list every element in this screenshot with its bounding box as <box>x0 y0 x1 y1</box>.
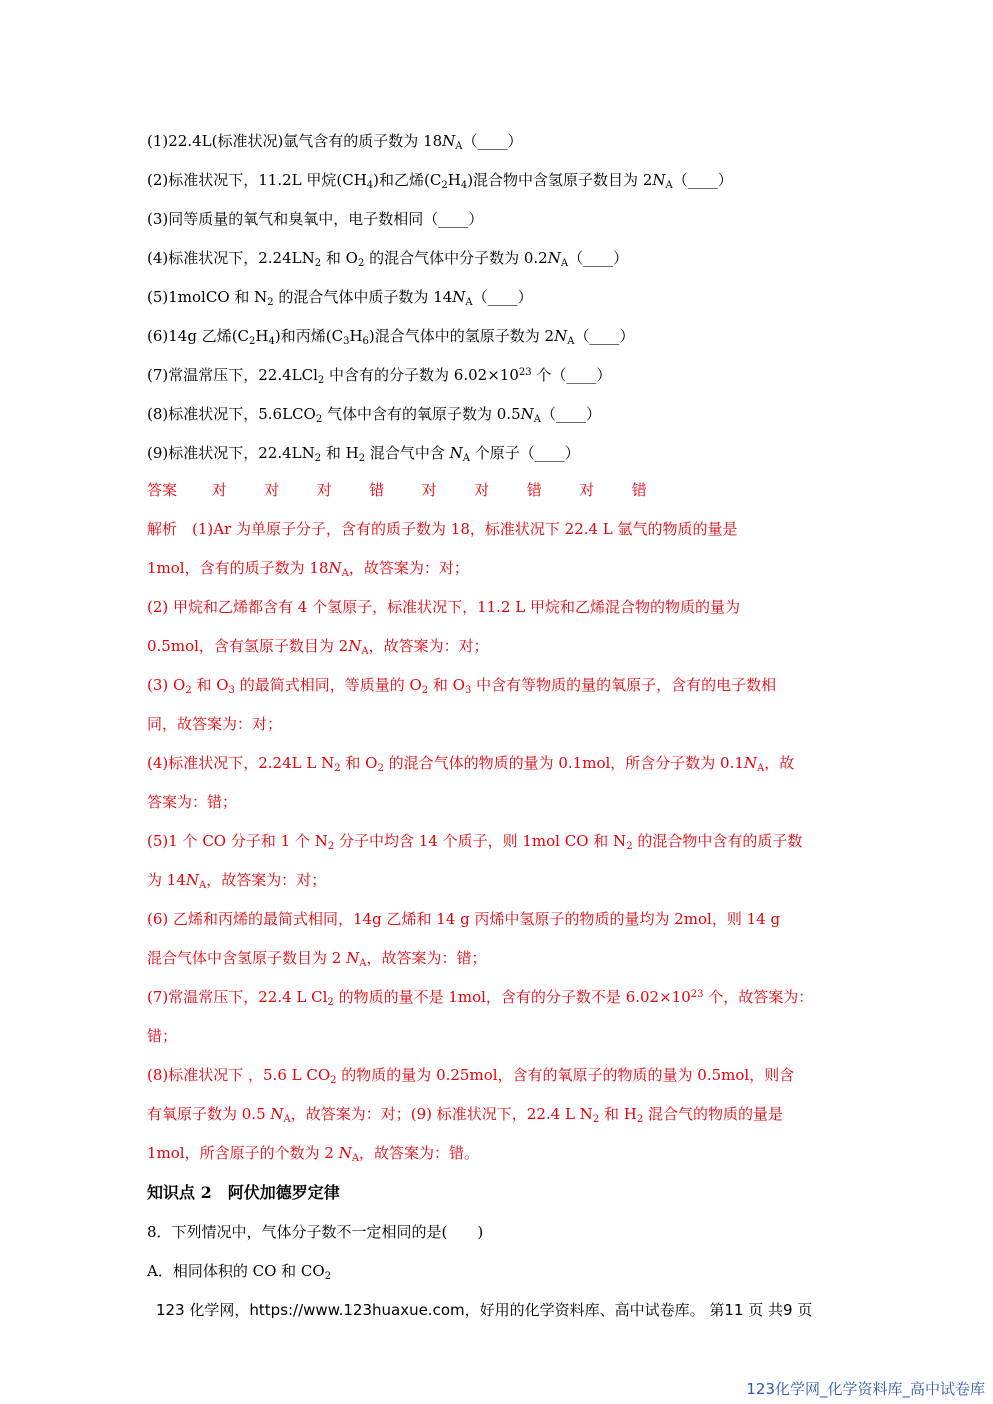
question-line: (1)22.4L(标准状况)氩气含有的质子数为 $18N_A(\_\_\_\_)$ <box>147 132 523 152</box>
analysis-line: (7)常温常压下，22.4 L $Cl_2$ 的物质的量不是 1mol，含有的分子数不是 $6.02\times 10^{23}$ 个，故答案为： <box>147 988 814 1008</box>
analysis-line: (8)标准状况下 ，5.6 L $CO_2$ 的物质的量为 0.25mol，含有的氧原子的物质的量为 0.5mol，则含 <box>147 1066 795 1086</box>
question-line: (3)同等质量的氧气和臭氧中，电子数相同（____） <box>147 210 484 228</box>
analysis-line: 解析 (1)Ar 为单原子分子，含有的质子数为 18，标准状况下 22.4 L 氩气的物质的量是 <box>147 520 738 538</box>
answer-value: 错 <box>369 481 385 499</box>
question-line: (2)标准状况下，11.2L 甲烷$(CH_4)$和乙烯$(C_2H_4)$混合物中含氢原子数目为 $2N_A(\_\_\_\_)$ <box>147 171 733 191</box>
answer-value: 对 <box>421 481 437 499</box>
analysis-line: 有氧原子数为 0.5 $N_A$，故答案为：对；(9) 标准状况下，22.4 L $N_2$ 和 $H_2$ 混合气的物质的量是 <box>147 1105 783 1125</box>
analysis-line: 1mol，含有的质子数为 $18N_A$，故答案为：对； <box>147 559 469 579</box>
question-line: (4)标准状况下，$2.24LN_2$ 和 $O_2$ 的混合气体中分子数为 $0.2N_A(\_\_\_\_)$ <box>147 249 629 269</box>
analysis-line: (4)标准状况下，2.24L L $N_2$ 和 $O_2$ 的混合气体的物质的量为 0.1mol，所含分子数为 $0.1N_A$，故 <box>147 754 795 774</box>
answer-value: 对 <box>316 481 332 499</box>
analysis-line: (2) 甲烷和乙烯都含有 4 个氢原子，标准状况下，11.2 L 甲烷和乙烯混合物的物质的量为 <box>147 598 740 616</box>
question-line: (8)标准状况下，$5.6LCO_2$ 气体中含有的氧原子数为 $0.5N_A(\_\_\_\_)$ <box>147 405 601 425</box>
analysis-line: 同，故答案为：对； <box>147 715 283 733</box>
analysis-line: (5)1 个 CO 分子和 1 个 $N_2$ 分子中均含 14 个质子，则 1mol CO 和 $N_2$ 的混合物中含有的质子数 <box>147 832 803 852</box>
analysis-line: 为 $14N_A$，故答案为：对； <box>147 871 327 891</box>
answer-value: 对 <box>474 481 490 499</box>
question-8: 8．下列情况中，气体分子数不一定相同的是( ) <box>147 1223 484 1241</box>
answer-value: 对 <box>211 481 227 499</box>
analysis-line: 答案为：错； <box>147 793 238 811</box>
question-line: (9)标准状况下，$22.4LN_2$ 和 $H_2$ 混合气中含 $N_A$ 个原子（____） <box>147 444 580 464</box>
analysis-line: 0.5mol，含有氢原子数目为 $2N_A$，故答案为：对； <box>147 637 489 657</box>
answer-value: 错 <box>526 481 542 499</box>
site-watermark: 123化学网_化学资料库_高中试卷库 <box>746 1380 985 1398</box>
question-line: (7)常温常压下，22.4LCl$_2$ 中含有的分子数为 $6.02\times 10^{23}$ 个（____） <box>147 366 612 386</box>
section-heading: 知识点 2 阿伏加德罗定律 <box>147 1183 340 1202</box>
answer-value: 对 <box>264 481 280 499</box>
answer-value: 错 <box>631 481 647 499</box>
option-a: A．相同体积的 CO 和 $CO_2$ <box>147 1262 332 1282</box>
answer-row <box>147 480 684 500</box>
question-line: (6)14g 乙烯$(C_2H_4)$和丙烯$(C_3H_6)$混合气体中的氢原子数为 $2N_A(\_\_\_\_)$ <box>147 327 635 347</box>
analysis-line: 1mol，所含原子的个数为 2 $N_A$，故答案为：错。 <box>147 1144 480 1164</box>
analysis-line: 混合气体中含氢原子数目为 2 $N_A$，故答案为：错； <box>147 949 487 969</box>
answer-value: 对 <box>579 481 595 499</box>
analysis-line: (6) 乙烯和丙烯的最简式相同，14g 乙烯和 14 g 丙烯中氢原子的物质的量均为 2mol，则 14 g <box>147 910 781 928</box>
analysis-line: 错； <box>147 1027 178 1045</box>
question-line: (5)1molCO 和 $N_2$ 的混合气体中质子数为 $14N_A(\_\_\_\_)$ <box>147 288 533 308</box>
page-footer: 123 化学网，https://www.123huaxue.com，好用的化学资料库、高中试卷库。 第11 页 共9 页 <box>156 1301 813 1319</box>
answer-values <box>212 480 685 500</box>
answer-label: 答案 <box>147 481 178 499</box>
analysis-line: (3) $O_2$ 和 $O_3$ 的最简式相同，等质量的 $O_2$ 和 $O_3$ 中含有等物质的量的氧原子，含有的电子数相 <box>147 676 777 696</box>
